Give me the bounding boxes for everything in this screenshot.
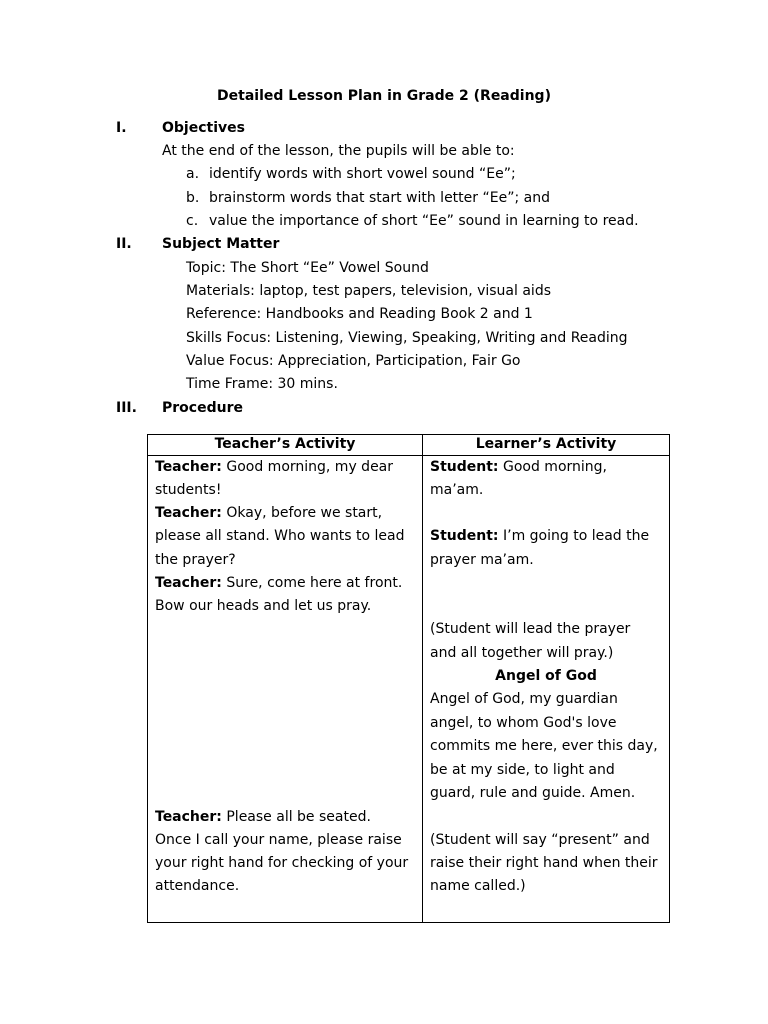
learner-line: and all together will pray.) [430, 645, 614, 661]
objective-text: brainstorm words that start with letter “Ee”; and [209, 190, 550, 206]
learner-line: name called.) [430, 878, 526, 894]
subject-skills: Skills Focus: Listening, Viewing, Speaking, Writing and Reading [186, 330, 628, 346]
prayer-line: commits me here, ever this day, [430, 738, 658, 754]
prayer-line: be at my side, to light and [430, 762, 615, 778]
objective-letter: b. [186, 190, 200, 206]
teacher-line: Teacher: Good morning, my dear [155, 459, 394, 475]
prayer-line: guard, rule and guide. Amen. [430, 785, 636, 801]
subject-topic: Topic: The Short “Ee” Vowel Sound [186, 260, 429, 276]
learner-line: Student: Good morning, [430, 459, 607, 475]
learner-line: (Student will lead the prayer [430, 621, 631, 637]
learner-line: (Student will say “present” and [430, 832, 650, 848]
learner-column-header: Learner’s Activity [423, 435, 670, 456]
section-heading: Subject Matter [162, 236, 280, 252]
teacher-line: please all stand. Who wants to lead [155, 528, 405, 544]
learner-line: Student: I’m going to lead the [430, 528, 650, 544]
prayer-line: angel, to whom God's love [430, 715, 617, 731]
teacher-label: Teacher: [155, 575, 222, 591]
learner-line: ma’am. [430, 482, 484, 498]
teacher-line: your right hand for checking of your [155, 855, 409, 871]
teacher-line: attendance. [155, 878, 240, 894]
teacher-line: Teacher: Please all be seated. [155, 809, 371, 825]
objective-text: value the importance of short “Ee” sound in learning to read. [209, 213, 639, 229]
subject-reference: Reference: Handbooks and Reading Book 2 and 1 [186, 306, 533, 322]
teacher-label: Teacher: [155, 459, 222, 475]
teacher-line: Teacher: Okay, before we start, [155, 505, 383, 521]
section-number: II. [116, 236, 132, 252]
teacher-column-header: Teacher’s Activity [148, 435, 423, 456]
page-title: Detailed Lesson Plan in Grade 2 (Reading) [217, 88, 551, 104]
student-label: Student: [430, 459, 499, 475]
teacher-activity-cell [148, 456, 423, 923]
section-number: I. [116, 120, 127, 136]
student-label: Student: [430, 528, 499, 544]
teacher-label: Teacher: [155, 505, 222, 521]
subject-materials: Materials: laptop, test papers, television, visual aids [186, 283, 551, 299]
prayer-title: Angel of God [495, 668, 597, 684]
objective-text: identify words with short vowel sound “Ee”; [209, 166, 516, 182]
objective-letter: c. [186, 213, 199, 229]
learner-line: raise their right hand when their [430, 855, 658, 871]
learner-activity-cell [423, 456, 670, 923]
subject-time: Time Frame: 30 mins. [186, 376, 338, 392]
procedure-table [147, 434, 670, 923]
objective-letter: a. [186, 166, 200, 182]
prayer-line: Angel of God, my guardian [430, 691, 618, 707]
section-heading: Objectives [162, 120, 245, 136]
section-heading: Procedure [162, 400, 243, 416]
section-number: III. [116, 400, 137, 416]
teacher-line: the prayer? [155, 552, 236, 568]
subject-values: Value Focus: Appreciation, Participation, Fair Go [186, 353, 521, 369]
objectives-intro: At the end of the lesson, the pupils will be able to: [162, 143, 515, 159]
teacher-line: Once I call your name, please raise [155, 832, 402, 848]
teacher-line: students! [155, 482, 222, 498]
teacher-line: Bow our heads and let us pray. [155, 598, 372, 614]
teacher-label: Teacher: [155, 809, 222, 825]
teacher-line: Teacher: Sure, come here at front. [155, 575, 403, 591]
learner-line: prayer ma’am. [430, 552, 534, 568]
